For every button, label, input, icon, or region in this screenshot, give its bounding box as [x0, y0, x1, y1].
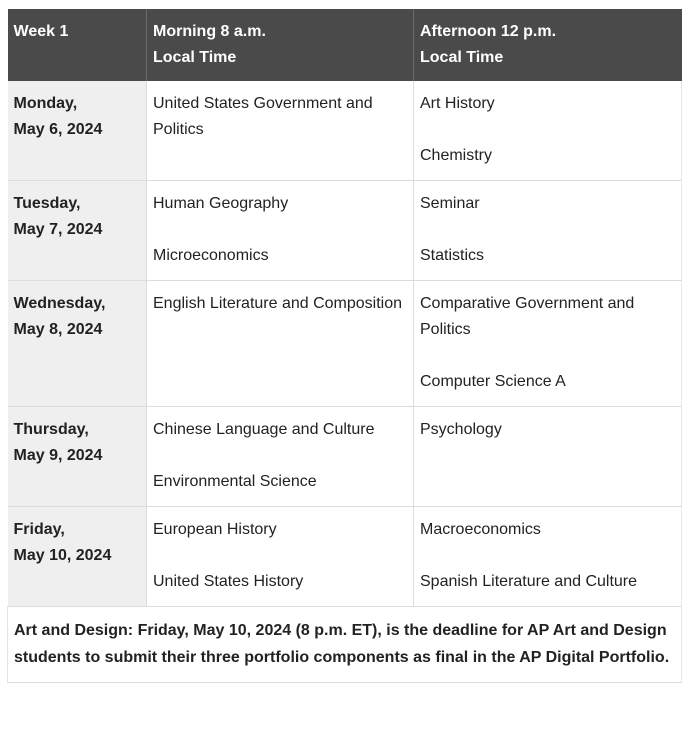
- morning-exam: Environmental Science: [153, 473, 317, 490]
- morning-exam: United States Government and Politics: [153, 95, 373, 138]
- day-date: May 6, 2024: [13, 121, 103, 138]
- header-afternoon-time: Afternoon 12 p.m.: [420, 23, 557, 40]
- day-cell: [8, 507, 147, 607]
- day-name: Thursday,: [13, 421, 89, 438]
- afternoon-exam: Macroeconomics: [420, 521, 541, 538]
- afternoon-exam: Art History: [420, 95, 495, 112]
- header-morning: [147, 9, 414, 81]
- afternoon-cell: [414, 407, 682, 507]
- afternoon-exam: Spanish Literature and Culture: [420, 573, 638, 590]
- morning-exam: Human Geography: [153, 195, 289, 212]
- day-name: Wednesday,: [13, 295, 106, 312]
- day-cell: [8, 81, 147, 181]
- afternoon-exam: Statistics: [420, 247, 485, 264]
- day-cell: [8, 407, 147, 507]
- day-name: Tuesday,: [13, 195, 81, 212]
- table-footer: [8, 607, 682, 683]
- footer-row: [8, 607, 682, 683]
- table-row: [8, 507, 682, 607]
- morning-cell: [147, 281, 414, 407]
- day-date: May 10, 2024: [13, 547, 112, 564]
- exam-schedule-table: [7, 9, 682, 683]
- table-row: [8, 407, 682, 507]
- header-row: [8, 9, 682, 81]
- table-row: [8, 81, 682, 181]
- art-design-note: Art and Design: Friday, May 10, 2024 (8 p.m. ET), is the deadline for AP Art and Design students to submit their three portfolio components as final in the AP Digital Portfolio.: [8, 607, 682, 683]
- header-week: [8, 9, 147, 81]
- morning-cell: [147, 81, 414, 181]
- morning-exam: English Literature and Composition: [153, 295, 403, 312]
- day-date: May 7, 2024: [13, 221, 103, 238]
- header-afternoon: [414, 9, 682, 81]
- afternoon-exam: Seminar: [420, 195, 480, 212]
- morning-cell: [147, 181, 414, 281]
- morning-exam: United States History: [153, 573, 304, 590]
- morning-exam: European History: [153, 521, 277, 538]
- morning-cell: [147, 407, 414, 507]
- afternoon-exam: Psychology: [420, 421, 502, 438]
- afternoon-exam: Computer Science A: [420, 373, 566, 390]
- header-afternoon-zone: Local Time: [420, 49, 504, 66]
- table-body: [8, 81, 682, 607]
- header-week-label: Week 1: [13, 23, 69, 40]
- day-date: May 8, 2024: [13, 321, 103, 338]
- afternoon-cell: [414, 81, 682, 181]
- morning-cell: [147, 507, 414, 607]
- header-morning-zone: Local Time: [153, 49, 237, 66]
- table-row: [8, 281, 682, 407]
- day-cell: [8, 281, 147, 407]
- morning-exam: Microeconomics: [153, 247, 269, 264]
- afternoon-exam: Chemistry: [420, 147, 493, 164]
- day-cell: [8, 181, 147, 281]
- afternoon-cell: [414, 281, 682, 407]
- afternoon-exam: Comparative Government and Politics: [420, 295, 635, 338]
- day-date: May 9, 2024: [13, 447, 103, 464]
- day-name: Friday,: [13, 521, 65, 538]
- morning-exam: Chinese Language and Culture: [153, 421, 375, 438]
- header-morning-time: Morning 8 a.m.: [153, 23, 266, 40]
- afternoon-cell: [414, 507, 682, 607]
- day-name: Monday,: [13, 95, 78, 112]
- table-row: [8, 181, 682, 281]
- table-header: [8, 9, 682, 81]
- afternoon-cell: [414, 181, 682, 281]
